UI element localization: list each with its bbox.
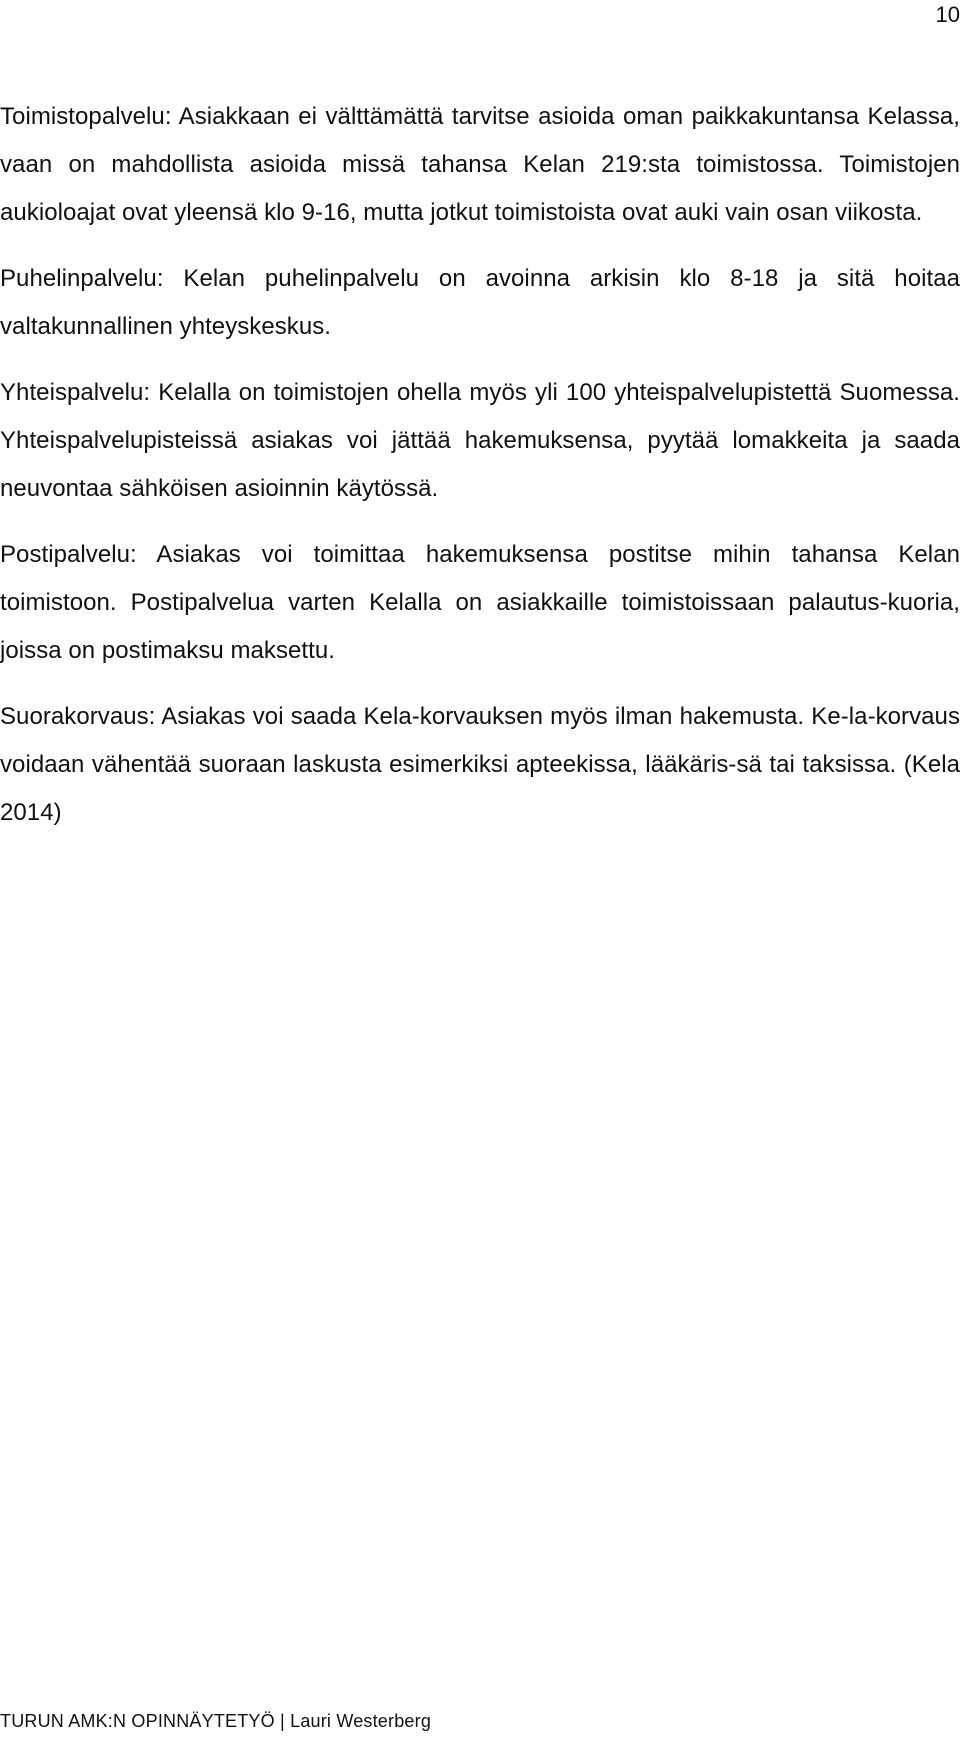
paragraph-toimistopalvelu: Toimistopalvelu: Asiakkaan ei välttämättä tarvitse asioida oman paikkakuntansa Kelassa, vaan on mahdollista asioida missä tahansa Kelan 219:sta toimistossa. Toimistojen aukioloajat ovat yleensä klo 9-16, mutta jotkut toimistoista ovat auki vain osan viikosta. bbox=[0, 103, 960, 226]
page-footer: TURUN AMK:N OPINNÄYTETYÖ | Lauri Westerberg bbox=[0, 1711, 432, 1731]
page-number: 10 bbox=[935, 2, 960, 27]
paragraph-puhelinpalvelu: Puhelinpalvelu: Kelan puhelinpalvelu on avoinna arkisin klo 8-18 ja sitä hoitaa valtakunnallinen yhteyskeskus. bbox=[0, 265, 960, 340]
document-body bbox=[0, 93, 960, 855]
paragraph-yhteispalvelu: Yhteispalvelu: Kelalla on toimistojen ohella myös yli 100 yhteispalvelupistettä Suomessa. Yhteispalvelupisteissä asiakas voi jättää hakemuksensa, pyytää lomakkeita ja saada neuvontaa sähköisen asioinnin käytössä. bbox=[0, 379, 960, 502]
paragraph-postipalvelu: Postipalvelu: Asiakas voi toimittaa hakemuksensa postitse mihin tahansa Kelan toimistoon. Postipalvelua varten Kelalla on asiakkaille toimistoissaan palautus-kuoria, joissa on postimaksu maksettu. bbox=[0, 541, 960, 664]
paragraph-suorakorvaus: Suorakorvaus: Asiakas voi saada Kela-korvauksen myös ilman hakemusta. Ke-la-korvaus voidaan vähentää suoraan laskusta esimerkiksi apteekissa, lääkäris-sä tai taksissa. (Kela 2014) bbox=[0, 703, 960, 826]
